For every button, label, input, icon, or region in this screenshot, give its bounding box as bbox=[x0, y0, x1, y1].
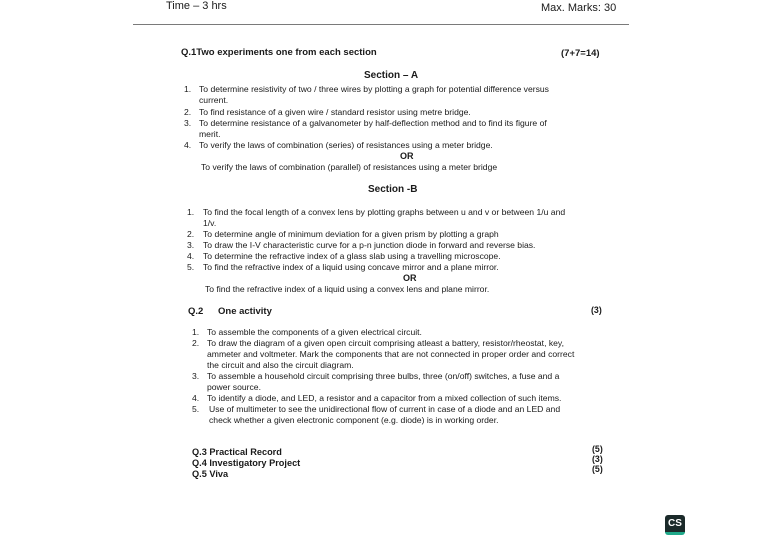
item-number: 1. bbox=[184, 84, 192, 94]
item-line: To assemble a household circuit comprising three bulbs, three (on/off) switches, a fuse and a bbox=[207, 371, 560, 381]
item-number: 5. bbox=[192, 404, 200, 414]
item-number: 1. bbox=[187, 207, 195, 217]
item-line: To assemble the components of a given electrical circuit. bbox=[207, 327, 422, 337]
item-line: To find the focal length of a convex lens by plotting graphs between u and v or between 1/u and bbox=[203, 207, 566, 217]
q3-label: Q.3 Practical Record bbox=[192, 447, 282, 457]
q1-title: Q.1Two experiments one from each section bbox=[181, 47, 377, 58]
item-number: 4. bbox=[184, 140, 192, 150]
q5-label: Q.5 Viva bbox=[192, 469, 229, 479]
q4-label: Q.4 Investigatory Project bbox=[192, 458, 301, 468]
q2-title: One activity bbox=[218, 306, 272, 317]
q1-marks: (7+7=14) bbox=[561, 48, 600, 59]
item-number: 1. bbox=[192, 327, 200, 337]
item-line: To determine resistivity of two / three wires by plotting a graph for potential difference versus bbox=[199, 84, 549, 94]
item-line: ammeter and voltmeter. Mark the components that are not connected in proper order and correct bbox=[207, 349, 575, 359]
q2-label: Q.2 bbox=[188, 306, 204, 317]
item-line: To determine resistance of a galvanometer by half-deflection method and to find its figure of bbox=[199, 118, 547, 128]
alternative-experiment: To find the refractive index of a liquid using a convex lens and plane mirror. bbox=[205, 284, 490, 294]
section-a-title: Section – A bbox=[364, 70, 419, 81]
item-line: check whether a given electronic component (e.g. diode) is in working order. bbox=[209, 415, 499, 425]
item-number: 2. bbox=[184, 107, 192, 117]
item-number: 2. bbox=[187, 229, 195, 239]
item-line: To find resistance of a given wire / standard resistor using metre bridge. bbox=[199, 107, 471, 117]
item-line: merit. bbox=[199, 129, 221, 139]
item-line: To determine the refractive index of a glass slab using a travelling microscope. bbox=[203, 251, 501, 261]
item-number: 4. bbox=[187, 251, 195, 261]
item-line: Use of multimeter to see the unidirectional flow of current in case of a diode and an LED and bbox=[209, 404, 561, 414]
item-number: 5. bbox=[187, 262, 195, 272]
q4-marks: (3) bbox=[592, 454, 603, 464]
item-line: power source. bbox=[207, 382, 261, 392]
item-line: To determine angle of minimum deviation for a given prism by plotting a graph bbox=[203, 229, 499, 239]
item-line: To verify the laws of combination (series) of resistances using a meter bridge. bbox=[199, 140, 493, 150]
or-separator: OR bbox=[403, 273, 417, 283]
camscanner-logo-icon: CS bbox=[665, 515, 685, 535]
or-separator: OR bbox=[400, 151, 414, 161]
item-number: 4. bbox=[192, 393, 200, 403]
item-line: current. bbox=[199, 95, 229, 105]
item-line: 1/v. bbox=[203, 218, 217, 228]
item-line: To draw the diagram of a given open circuit comprising atleast a battery, resistor/rheostat, key, bbox=[207, 338, 564, 348]
header-divider bbox=[133, 24, 629, 25]
item-number: 3. bbox=[184, 118, 192, 128]
item-line: the circuit and also the circuit diagram. bbox=[207, 360, 354, 370]
alternative-experiment: To verify the laws of combination (parallel) of resistances using a meter bridge bbox=[201, 162, 498, 172]
item-number: 3. bbox=[192, 371, 200, 381]
q5-marks: (5) bbox=[592, 464, 603, 474]
item-line: To draw the I-V characteristic curve for a p-n junction diode in forward and reverse bias. bbox=[203, 240, 536, 250]
q2-marks: (3) bbox=[591, 305, 602, 315]
item-line: To identify a diode, and LED, a resistor and a capacitor from a mixed collection of such items. bbox=[207, 393, 562, 403]
q3-marks: (5) bbox=[592, 444, 603, 454]
section-b-title: Section -B bbox=[368, 184, 418, 195]
max-marks-label: Max. Marks: 30 bbox=[541, 2, 617, 14]
item-number: 3. bbox=[187, 240, 195, 250]
item-number: 2. bbox=[192, 338, 200, 348]
time-label: Time – 3 hrs bbox=[166, 0, 227, 12]
item-line: To find the refractive index of a liquid using concave mirror and a plane mirror. bbox=[203, 262, 499, 272]
